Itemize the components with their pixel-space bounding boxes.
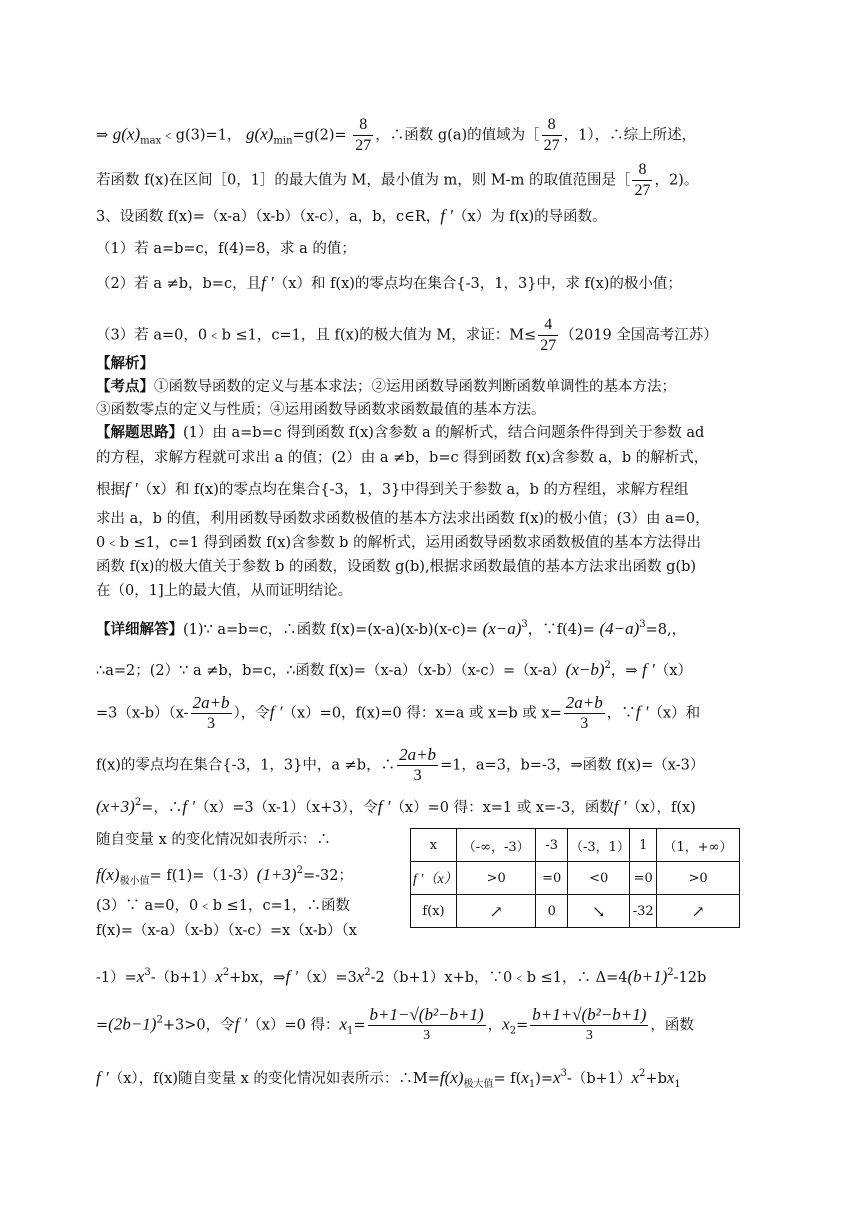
text-line: $=(2b-1)^2+3>0$，令f ′（x）=0 得：$x_1=$ $\frac{\text{b+1−√(b²−b+1)}}{3}$ ，$x_2=$ $\frac{\text{b+1+√(b²−b+1)}}{3}$ ，函数	[96, 1005, 776, 1046]
fraction: $\frac{\text{b+1−√(b²−b+1)}}{3}$	[369, 1005, 484, 1043]
text-line: 在（0，1]上的最大值，从而证明结论。	[96, 583, 353, 599]
increasing-arrow-icon: ↗	[657, 895, 740, 928]
table-row: f ′（x） >0 =0 <0 =0 >0	[411, 862, 740, 895]
table-row: f(x) ↗ 0 ↘ -32 ↗	[411, 895, 740, 928]
solution-idea: 【解题思路】(1）由 a=b=c 得到函数 f(x)含参数 a 的解析式，结合问题条件得到关于参数 ad	[96, 424, 705, 441]
text-line: 0﹤b ≤1，c=1 得到函数 f(x)含参数 b 的解析式，运用函数导函数求函数极值的基本方法得出	[96, 535, 702, 551]
text-line: f(x)=（x-a）（x-b）（x-c）=x（x-b）（x	[96, 923, 357, 939]
fraction: $\frac{\text{b+1+√(b²−b+1)}}{3}$	[532, 1005, 647, 1043]
text-line: f(x)的零点均在集合{-3，1，3}中，a ≠b，∴ $\frac{2a+b}{3}$ =1，a=3，b=-3，⇒函数 f(x)=（x-3）	[96, 745, 705, 784]
text-line: (3）∵ a=0，0﹤b ≤1，c=1，∴函数	[96, 898, 350, 914]
variation-table	[410, 828, 740, 928]
problem-statement: 3、设函数 f(x)=（x-a）（x-b）（x-c），a，b，c∈R，f ′（x）为 f(x)的导函数。	[96, 206, 607, 225]
key-points-cont: ③函数零点的定义与性质；④运用函数导函数求函数最值的基本方法。	[96, 402, 546, 418]
text-line: ∴a=2；(2）∵ a ≠b，b=c，∴函数 $f(x)=(x-a)(x-b)(x-c)=(x-a)(x-b)^2$，⇒ f ′（x）	[96, 660, 693, 679]
text-line: 若函数 f(x)在区间［0，1］的最大值为 M，最小值为 m，则 M-m 的取值范围是［ $\frac{8}{27}$ ，2)。	[96, 161, 699, 199]
text-line: 的方程，求解方程就可求出 a 的值；(2）由 a ≠b，b=c 得到函数 f(x)含参数 a，b 的解析式，	[96, 450, 709, 466]
analysis-heading: 【解析】	[96, 355, 154, 372]
decreasing-arrow-icon: ↘	[568, 895, 630, 928]
text-line: $-1)=x^3-(b+1)x^2+bx$，⇒f $'(x)=3x^2-2(b+1)x+b$，∵0﹤b ≤1，∴ $\Delta=4(b+1)^2-12b$	[96, 967, 707, 986]
text-line: 随自变量 x 的变化情况如表所示：∴	[96, 832, 331, 848]
text-line: 求出 a，b 的值，利用函数导函数求函数极值的基本方法求出函数 f(x)的极小值；(3）由 a=0，	[96, 511, 710, 527]
fraction: $\frac{8}{27}$	[634, 161, 651, 199]
fraction: $\frac{2a+b}{3}$	[399, 745, 437, 784]
fraction: $\frac{8}{27}$	[355, 116, 372, 154]
table-row: x （-∞，-3） -3 （-3，1） 1 （1，+∞）	[411, 829, 740, 862]
key-points: 【考点】①函数导函数的定义与基本求法；②运用函数导函数判断函数单调性的基本方法；	[96, 378, 676, 395]
fraction: $\frac{2a+b}{3}$	[565, 693, 603, 732]
text-line: 根据f ′（x）和 f(x)的零点均在集合{-3，1，3}中得到关于参数 a，b 的方程组，求解方程组	[96, 479, 689, 498]
problem-part-1: （1）若 a=b=c，f(4)=8，求 a 的值；	[96, 241, 356, 257]
fraction: $\frac{4}{27}$	[540, 316, 557, 354]
detailed-solution: 【详细解答】(1)∵ a=b=c，∴函数 $f(x)=(x-a)(x-b)(x-c)= (x-a)^3$，∵f(4)= $(4-a)^3=8$,，	[96, 619, 687, 638]
text-line: f ′（x），f(x)随自变量 x 的变化情况如表所示：$\therefore M=f(x)_{极大值}= f(x_1)=x^3-(b+1)x^2+bx_1$	[96, 1068, 681, 1090]
text-line: ⇒ $g(x)_{max}﹤g(3)=1$， $g(x)_{min}=g(2)=$ $\frac{8}{27}$ ，∴函数 g(a)的值域为［ $\frac{8}{27}$ ，1），∴综上所述，	[96, 116, 697, 154]
problem-part-2: （2）若 a ≠b，b=c，且f ′（x）和 f(x)的零点均在集合{-3，1，3}中，求 f(x)的极小值；	[96, 273, 682, 292]
increasing-arrow-icon: ↗	[456, 895, 536, 928]
fraction: $\frac{8}{27}$	[543, 116, 560, 154]
fraction: $\frac{2a+b}{3}$	[192, 693, 230, 732]
text-line: 函数 f(x)的极大值关于参数 b 的函数，设函数 g(b),根据求函数最值的基本方法求出函数 g(b)	[96, 559, 697, 575]
text-line: $f(x)_{极小值}= f(1)=(1-3)(1+3)^2=-32$；	[96, 865, 353, 887]
text-line: =3（x-b）（x- $\frac{2a+b}{3}$ ），令f ′（x）=0，f(x)=0 得：x=a 或 x=b 或 x= $\frac{2a+b}{3}$ ，∵f ′（x）和	[96, 693, 701, 732]
problem-part-3: （3）若 a=0，0﹤b ≤1，c=1，且 f(x)的极大值为 M，求证：M≤ $\frac{4}{27}$ （2019 全国高考江苏）	[96, 316, 718, 354]
text-line: $(x+3)^2=$，∴f ′（x）=3（x-1）（x+3），令f ′（x）=0 得：x=1 或 x=-3，函数f ′（x），f(x)	[96, 797, 696, 816]
